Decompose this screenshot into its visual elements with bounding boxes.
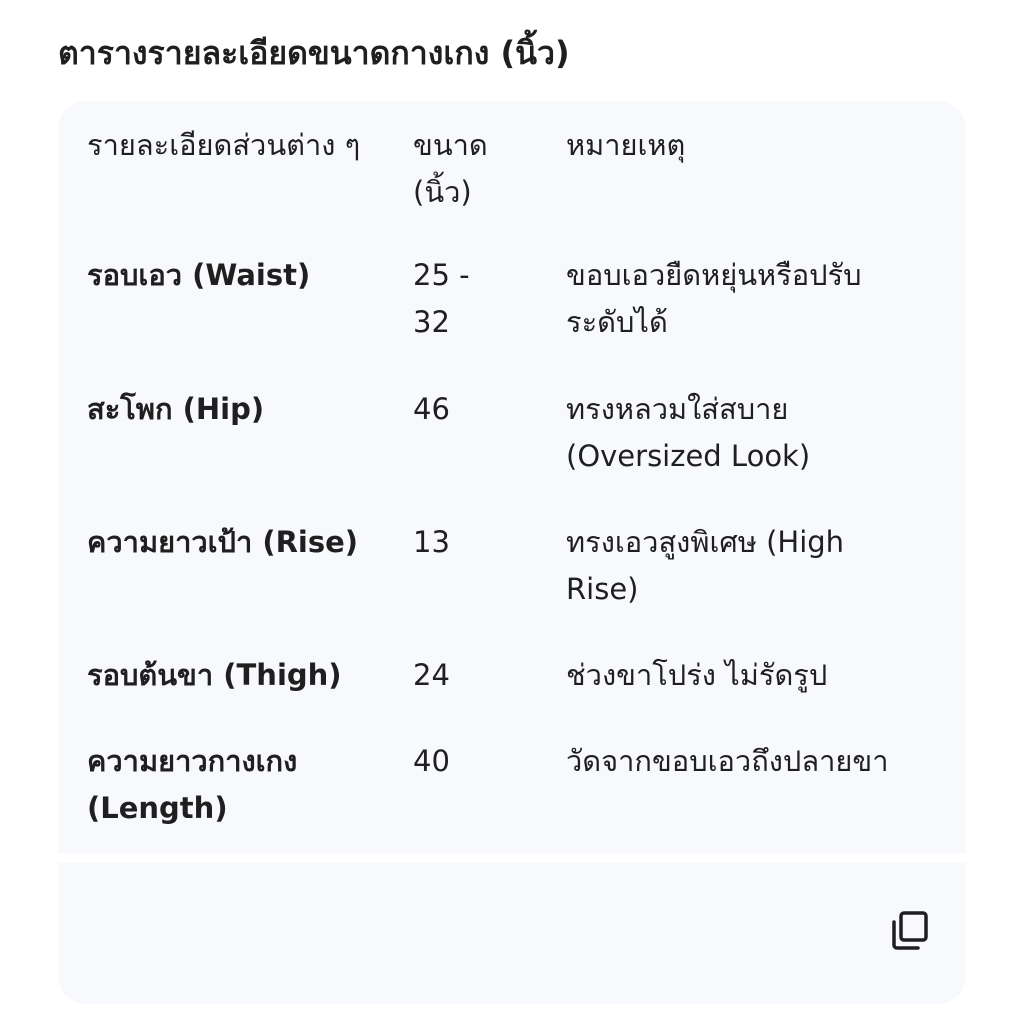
row-waist-size: 25 - 32 xyxy=(413,258,470,339)
row-thigh-note: ช่วงขาโปร่ง ไม่รัดรูป xyxy=(566,658,828,692)
header-part: รายละเอียดส่วนต่าง ๆ xyxy=(87,128,361,162)
row-hip-part: สะโพก (Hip) xyxy=(87,392,265,426)
row-thigh-size: 24 xyxy=(413,658,450,692)
row-length-size: 40 xyxy=(413,744,450,778)
header-size: ขนาด (นิ้ว) xyxy=(413,128,488,209)
row-rise-note: ทรงเอวสูงพิเศษ (High Rise) xyxy=(566,525,845,606)
header-note: หมายเหตุ xyxy=(566,128,686,162)
page-title: ตารางรายละเอียดขนาดกางเกง (นิ้ว) xyxy=(58,34,570,72)
row-hip-note: ทรงหลวมใส่สบาย (Oversized Look) xyxy=(566,392,811,473)
size-table xyxy=(58,101,966,853)
row-hip-size: 46 xyxy=(413,392,450,426)
row-length-note: วัดจากขอบเอวถึงปลายขา xyxy=(566,744,889,778)
copy-button[interactable] xyxy=(887,908,933,954)
row-rise-part: ความยาวเป้า (Rise) xyxy=(87,525,359,559)
row-waist-part: รอบเอว (Waist) xyxy=(87,258,311,292)
row-length-part: ความยาวกางเกง (Length) xyxy=(87,744,298,825)
table-footer xyxy=(58,863,966,1004)
copy-icon xyxy=(891,911,929,951)
row-rise-size: 13 xyxy=(413,525,450,559)
row-thigh-part: รอบต้นขา (Thigh) xyxy=(87,658,342,692)
row-waist-note: ขอบเอวยืดหยุ่นหรือปรับระดับได้ xyxy=(566,258,862,339)
